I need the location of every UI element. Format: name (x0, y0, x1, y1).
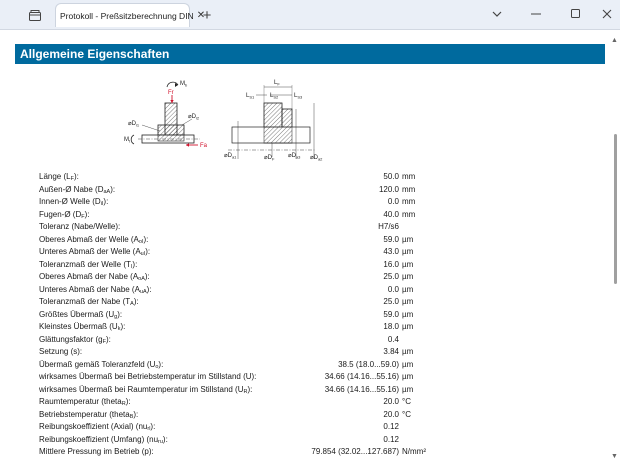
ls3-label: $L_{S3}$ (294, 93, 303, 100)
property-value (269, 334, 402, 347)
properties-table (39, 171, 429, 459)
property-value (269, 434, 402, 447)
property-row (39, 434, 429, 447)
property-row (39, 221, 429, 234)
property-value (269, 246, 413, 259)
property-label-tail: ): (146, 284, 152, 294)
property-row (39, 271, 429, 284)
property-value-number: 20.0 (383, 397, 399, 406)
property-label-subscript: B (129, 413, 134, 420)
property-value (269, 321, 413, 334)
property-value (269, 171, 415, 184)
property-value-unit: mm (402, 172, 416, 181)
property-label-subscript: uA (139, 288, 147, 295)
scroll-down-icon[interactable]: ▼ (611, 453, 618, 460)
property-value-unit: mm (402, 197, 416, 206)
property-value (269, 446, 426, 459)
mb-label: $M_b$ (180, 81, 188, 88)
property-label (39, 196, 108, 209)
property-label-text: Unteres Abmaß der Nabe (A (39, 284, 140, 294)
property-value (269, 359, 413, 372)
property-value (269, 184, 415, 197)
property-label (39, 259, 137, 272)
property-row (39, 321, 429, 334)
property-label-subscript: aA (103, 188, 111, 195)
property-label-text: Fugen-Ø (D (39, 209, 82, 219)
property-value (269, 396, 411, 409)
property-label-text: Übermaß gemäß Toleranzfeld (U (39, 359, 156, 369)
property-label-tail: ): (143, 234, 149, 244)
property-value-unit: N/mm² (402, 447, 426, 456)
property-label-tail: ): (117, 309, 123, 319)
property-label (39, 421, 155, 434)
property-label-subscript: A (130, 301, 134, 307)
di1-label: $⌀D_{i1}$ (128, 121, 140, 128)
property-label-tail: ): (144, 272, 150, 281)
property-label-subscript: iI (100, 201, 104, 207)
property-label (39, 296, 139, 309)
property-value-number: 79.854 (32.02...127.687) (311, 447, 399, 456)
property-label-subscript: oA (138, 276, 145, 282)
property-label-tail: ): (120, 322, 126, 331)
scroll-up-icon[interactable]: ▲ (611, 37, 618, 44)
property-row (39, 346, 429, 359)
property-label-subscript: R (121, 401, 126, 407)
property-value-unit: µm (402, 372, 414, 381)
fa-label: Fa (200, 143, 208, 149)
tab-search-icon[interactable] (484, 4, 510, 24)
property-label-tail: ): (133, 297, 139, 306)
property-label (39, 221, 120, 234)
property-value (269, 371, 413, 384)
property-value-unit: µm (402, 297, 414, 306)
new-tab-button[interactable]: + (202, 6, 212, 24)
scrollbar-thumb[interactable] (614, 134, 617, 284)
property-label-text: Kleinstes Übermaß (U (39, 322, 118, 331)
property-label-tail: ): (110, 184, 116, 194)
property-row (39, 384, 429, 397)
property-label-text: Setzung (s): (39, 347, 83, 356)
property-value-number: 50.0 (383, 172, 399, 181)
vertical-scrollbar[interactable] (610, 31, 620, 465)
property-value-unit: °C (402, 397, 411, 406)
property-value-number: 0.12 (383, 422, 399, 431)
property-label-text: Toleranz (Nabe/Welle): (39, 222, 121, 231)
property-value-unit: µm (402, 384, 414, 394)
property-value (269, 284, 413, 297)
property-row (39, 371, 429, 384)
property-row (39, 196, 429, 209)
property-label-subscript: uI (140, 251, 146, 257)
property-value-number: 18.0 (383, 322, 399, 331)
property-row (39, 309, 429, 322)
property-label-subscript: rl (147, 426, 151, 432)
property-label-text: Innen-Ø Welle (D (39, 197, 101, 206)
property-label-tail: ): (133, 409, 139, 419)
fr-label: Fr (168, 90, 174, 96)
property-value (269, 221, 402, 234)
property-value-unit: µm (402, 347, 414, 356)
property-label (39, 321, 125, 334)
property-value (269, 346, 413, 359)
property-value-number: 38.5 (18.0...59.0) (338, 359, 399, 369)
property-label-subscript: F (81, 213, 85, 220)
property-value-number: H7/s6 (378, 222, 399, 231)
property-value-unit: µm (402, 284, 414, 294)
property-label-subscript: R (243, 388, 248, 395)
property-value-number: 59.0 (383, 234, 399, 244)
property-label-subscript: oI (138, 238, 144, 245)
property-label (39, 384, 252, 397)
property-value-number: 3.84 (383, 347, 399, 356)
property-row (39, 359, 429, 372)
property-label-subscript: o (155, 363, 159, 370)
property-value-unit: °C (402, 409, 411, 419)
property-label (39, 346, 82, 359)
property-label (39, 334, 111, 347)
property-label-text: Mittlere Pressung im Betrieb (p): (39, 447, 154, 456)
property-value-number: 43.0 (383, 247, 399, 256)
property-value-unit: µm (402, 359, 414, 369)
property-row (39, 184, 429, 197)
property-label (39, 446, 154, 459)
property-label (39, 359, 163, 372)
tab-title: Protokoll - Preßsitzberechnung DIN (60, 10, 194, 21)
property-value-number: 16.0 (383, 259, 399, 269)
property-value (269, 234, 413, 247)
property-label-tail: ): (158, 359, 164, 369)
tab-actions-icon[interactable] (26, 6, 44, 24)
property-value-unit: µm (402, 309, 414, 319)
property-value-unit: µm (402, 234, 414, 244)
property-row (39, 246, 429, 259)
df-label: $⌀D_F$ (264, 155, 275, 162)
press-fit-drawing (120, 73, 335, 163)
property-label (39, 171, 79, 184)
property-row (39, 259, 429, 272)
da1-label: $⌀D_{a1}$ (224, 153, 237, 160)
property-value (269, 384, 413, 397)
property-label-tail: ): (103, 197, 109, 206)
property-row (39, 284, 429, 297)
property-label-text: Betriebstemperatur (theta (39, 409, 130, 419)
property-label (39, 209, 90, 222)
property-label-text: Außen-Ø Nabe (D (39, 184, 104, 194)
di2-label: $⌀D_{i2}$ (188, 114, 200, 121)
property-label-text: Oberes Abmaß der Nabe (A (39, 272, 139, 281)
property-value-number: 59.0 (383, 309, 399, 319)
property-label-tail: ): (145, 247, 151, 256)
property-value (269, 409, 411, 422)
property-row (39, 171, 429, 184)
property-label-subscript: I (130, 263, 133, 270)
property-label-text: Reibungskoeffizient (Axial) (nu (39, 422, 148, 431)
property-value-number: 0.12 (383, 434, 399, 444)
tab-protokoll[interactable] (55, 3, 206, 27)
close-window-icon[interactable] (594, 4, 620, 24)
da2-label: $⌀D_{a2}$ (310, 155, 323, 162)
property-label-subscript: F (70, 176, 74, 182)
property-label (39, 409, 138, 422)
property-label-text: Glättungsfaktor (g (39, 334, 103, 344)
property-label (39, 371, 256, 384)
property-value (269, 309, 413, 322)
da3-label: $⌀D_{a3}$ (288, 153, 301, 160)
property-label-tail: ): (162, 434, 168, 444)
property-row (39, 296, 429, 309)
property-label-text: wirksames Übermaß bei Betriebstemperatur im Stillstand (U): (39, 372, 257, 381)
property-label-text: Oberes Abmaß der Welle (A (39, 234, 139, 244)
property-label (39, 434, 168, 447)
property-value-number: 34.66 (14.16...55.16) (324, 372, 399, 381)
property-label-tail: ): (150, 422, 156, 431)
minimize-icon[interactable] (523, 4, 549, 24)
browser-titlebar (0, 0, 620, 30)
property-label-subscript: F (102, 338, 106, 345)
property-label-subscript: k (117, 326, 121, 332)
property-label (39, 246, 150, 259)
property-label-tail: ): (125, 397, 131, 406)
property-value-unit: mm (402, 209, 416, 219)
property-value (269, 259, 413, 272)
property-row (39, 209, 429, 222)
property-label-tail: ): (132, 259, 138, 269)
property-row (39, 421, 429, 434)
property-row (39, 334, 429, 347)
property-row (39, 234, 429, 247)
property-value (269, 421, 402, 434)
property-label-text: Raumtemperatur (theta (39, 397, 122, 406)
property-value-unit: µm (402, 272, 414, 281)
maximize-icon[interactable] (563, 4, 589, 24)
property-value (269, 196, 415, 209)
report-page (0, 31, 620, 465)
property-value-number: 0.0 (387, 197, 399, 206)
property-label-text: Größtes Übermaß (U (39, 309, 115, 319)
property-label-text: Länge (L (39, 172, 71, 181)
ls1-label: $L_{S1}$ (246, 93, 255, 100)
property-label-subscript: ru (158, 438, 163, 445)
property-label-subscript: g (114, 313, 118, 320)
property-value-unit: µm (402, 322, 414, 331)
property-label (39, 184, 115, 197)
property-value-number: 120.0 (378, 184, 399, 194)
property-value-number: 0.0 (387, 284, 399, 294)
property-label (39, 284, 152, 297)
property-label (39, 309, 122, 322)
property-label (39, 271, 150, 284)
property-label-tail: ): (247, 384, 253, 394)
property-value-number: 40.0 (383, 209, 399, 219)
property-value-number: 25.0 (383, 272, 399, 281)
property-row (39, 409, 429, 422)
property-label-tail: ): (84, 209, 90, 219)
property-value (269, 296, 413, 309)
property-value-unit: mm (402, 184, 416, 194)
property-value-number: 34.66 (14.16...55.16) (324, 384, 399, 394)
property-value-number: 0.4 (387, 334, 399, 344)
property-value-unit: µm (402, 247, 414, 256)
property-value (269, 209, 415, 222)
close-tab-icon[interactable]: ✕ (196, 10, 206, 21)
property-label-text: Toleranzmaß der Nabe (T (39, 297, 131, 306)
property-value-number: 25.0 (383, 297, 399, 306)
property-label-tail: ): (105, 334, 111, 344)
property-label-text: Toleranzmaß der Welle (T (39, 259, 131, 269)
property-value-number: 20.0 (383, 409, 399, 419)
property-label-text: wirksames Übermaß bei Raumtemperatur im Stillstand (U (39, 384, 244, 394)
lf-label: $L_F$ (274, 80, 280, 87)
property-value (269, 271, 413, 284)
ls2-label: $L_{S2}$ (270, 93, 279, 100)
property-row (39, 446, 429, 459)
property-value-unit: µm (402, 259, 414, 269)
property-label-text: Reibungskoeffizient (Umfang) (nu (39, 434, 159, 444)
mt-label: $M_t$ (124, 137, 131, 144)
property-label (39, 234, 148, 247)
property-label-text: Unteres Abmaß der Welle (A (39, 247, 141, 256)
section-title: Allgemeine Eigenschaften (15, 44, 605, 64)
property-label (39, 396, 131, 409)
property-row (39, 396, 429, 409)
property-label-tail: ): (73, 172, 79, 181)
